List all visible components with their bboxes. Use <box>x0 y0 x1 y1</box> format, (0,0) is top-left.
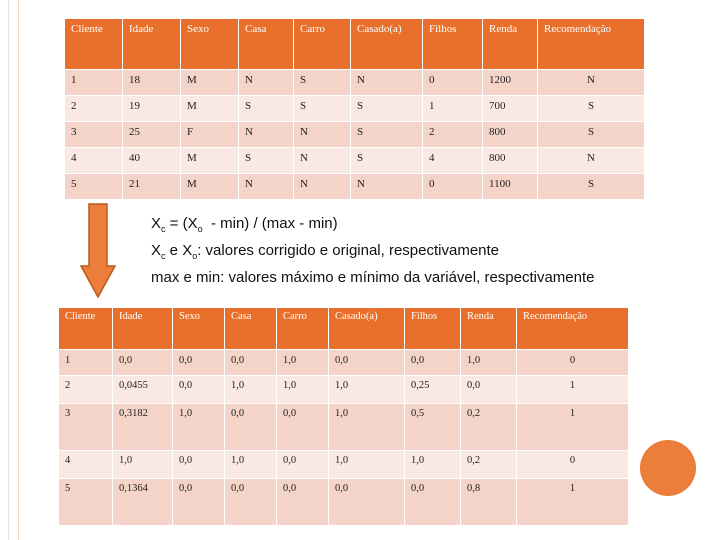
table-cell: 4 <box>58 451 112 479</box>
table-cell: 0,0 <box>172 376 224 404</box>
table-cell: N <box>537 70 644 96</box>
formula-line-2: $X_c$ e $X_o$: valores corrigido e original, respectivamente <box>151 242 500 261</box>
table-cell: 0,8 <box>460 479 516 526</box>
table-cell: 1,0 <box>276 350 328 376</box>
table-cell: 1 <box>58 350 112 376</box>
table-cell: N <box>293 174 350 200</box>
table-cell: 40 <box>122 148 180 174</box>
header-cell: Casa <box>238 19 293 70</box>
table-cell: 5 <box>58 479 112 526</box>
table-cell: 1 <box>516 404 628 451</box>
table-cell: 1100 <box>482 174 537 200</box>
table-cell: 0,1364 <box>112 479 172 526</box>
table-cell: N <box>350 70 422 96</box>
table-cell: 0,0 <box>404 350 460 376</box>
table-cell: 0,25 <box>404 376 460 404</box>
table-cell: 1,0 <box>328 404 404 451</box>
table-cell: N <box>293 148 350 174</box>
table-cell: 800 <box>482 148 537 174</box>
table-cell: 0,0 <box>112 350 172 376</box>
table-cell: 0,2 <box>460 404 516 451</box>
table-cell: 0,0 <box>172 479 224 526</box>
table-cell: M <box>180 70 238 96</box>
table-cell: S <box>238 96 293 122</box>
table-cell: 1 <box>64 70 122 96</box>
down-arrow-icon <box>80 203 116 298</box>
table-cell: 1,0 <box>224 451 276 479</box>
table-cell: 19 <box>122 96 180 122</box>
table-cell: M <box>180 174 238 200</box>
table-cell: 0,0 <box>404 479 460 526</box>
table-cell: 1,0 <box>328 376 404 404</box>
table-header-row <box>58 308 628 350</box>
header-cell: Filhos <box>404 308 460 350</box>
table-cell: S <box>293 96 350 122</box>
table-cell: 0,0 <box>460 376 516 404</box>
table-row <box>58 376 628 404</box>
table-cell: S <box>350 96 422 122</box>
table-cell: 0,0 <box>224 404 276 451</box>
table-cell: 5 <box>64 174 122 200</box>
table-cell: 1,0 <box>404 451 460 479</box>
header-cell: Renda <box>482 19 537 70</box>
table-cell: 1,0 <box>276 376 328 404</box>
table-cell: S <box>293 70 350 96</box>
table-cell: 0,0 <box>224 479 276 526</box>
header-cell: Casa <box>224 308 276 350</box>
table-cell: 1,0 <box>112 451 172 479</box>
table-row <box>64 70 644 96</box>
table-cell: 0,0 <box>172 350 224 376</box>
header-cell: Cliente <box>64 19 122 70</box>
header-cell: Recomendação <box>516 308 628 350</box>
table-cell: N <box>238 174 293 200</box>
left-margin-decoration <box>0 0 19 540</box>
normalization-formula <box>151 213 595 289</box>
table-cell: M <box>180 148 238 174</box>
table-header-row <box>64 19 644 70</box>
table-cell: F <box>180 122 238 148</box>
table-cell: 25 <box>122 122 180 148</box>
table-cell: S <box>537 174 644 200</box>
table-cell: 1200 <box>482 70 537 96</box>
table-row <box>58 404 628 451</box>
header-cell: Cliente <box>58 308 112 350</box>
table-cell: 1,0 <box>460 350 516 376</box>
table-cell: S <box>350 122 422 148</box>
table-cell: 0,3182 <box>112 404 172 451</box>
table-cell: N <box>238 122 293 148</box>
header-cell: Idade <box>122 19 180 70</box>
table-cell: 0,2 <box>460 451 516 479</box>
header-cell: Sexo <box>172 308 224 350</box>
table-cell: 4 <box>422 148 482 174</box>
table-cell: 1 <box>422 96 482 122</box>
table-cell: 18 <box>122 70 180 96</box>
table-cell: N <box>350 174 422 200</box>
table-cell: 0,0 <box>276 451 328 479</box>
header-cell: Recomendação <box>537 19 644 70</box>
table-cell: 800 <box>482 122 537 148</box>
table-row <box>58 479 628 526</box>
header-cell: Idade <box>112 308 172 350</box>
table-cell: 0 <box>422 174 482 200</box>
table-cell: S <box>537 122 644 148</box>
table-cell: 1 <box>516 479 628 526</box>
table-cell: S <box>238 148 293 174</box>
table-cell: 0 <box>516 451 628 479</box>
table-cell: 1 <box>516 376 628 404</box>
table-cell: 0,5 <box>404 404 460 451</box>
table-cell: 1,0 <box>224 376 276 404</box>
original-data-table <box>64 19 644 200</box>
table-cell: S <box>350 148 422 174</box>
table-cell: N <box>537 148 644 174</box>
normalized-data-table <box>58 308 628 526</box>
table-cell: 0,0 <box>276 479 328 526</box>
table-cell: 0,0 <box>172 451 224 479</box>
table-cell: 3 <box>64 122 122 148</box>
table-row <box>58 350 628 376</box>
header-cell: Carro <box>276 308 328 350</box>
header-cell: Casado(a) <box>350 19 422 70</box>
table-cell: 1,0 <box>172 404 224 451</box>
table-row <box>58 451 628 479</box>
formula-line-3: max e min: valores máximo e mínimo da variável, respectivamente <box>151 269 595 286</box>
decorative-circle <box>640 440 696 496</box>
table-cell: 700 <box>482 96 537 122</box>
table-cell: 0,0 <box>276 404 328 451</box>
header-cell: Filhos <box>422 19 482 70</box>
table-cell: 2 <box>422 122 482 148</box>
header-cell: Carro <box>293 19 350 70</box>
table-cell: 0 <box>422 70 482 96</box>
table-row <box>64 148 644 174</box>
table-cell: 2 <box>64 96 122 122</box>
table-cell: 0 <box>516 350 628 376</box>
table-cell: 3 <box>58 404 112 451</box>
table-cell: N <box>238 70 293 96</box>
header-cell: Sexo <box>180 19 238 70</box>
table-cell: 0,0 <box>328 479 404 526</box>
table-cell: 1,0 <box>328 451 404 479</box>
table-cell: N <box>293 122 350 148</box>
table-row <box>64 174 644 200</box>
table-cell: 0,0455 <box>112 376 172 404</box>
header-cell: Renda <box>460 308 516 350</box>
table-cell: M <box>180 96 238 122</box>
table-cell: 4 <box>64 148 122 174</box>
table-cell: S <box>537 96 644 122</box>
table-row <box>64 122 644 148</box>
table-cell: 0,0 <box>224 350 276 376</box>
table-cell: 21 <box>122 174 180 200</box>
header-cell: Casado(a) <box>328 308 404 350</box>
table-cell: 0,0 <box>328 350 404 376</box>
table-cell: 2 <box>58 376 112 404</box>
formula-line-1: $X_c = (X_o - \min) / (\max - \min)$ <box>151 215 338 234</box>
table-row <box>64 96 644 122</box>
